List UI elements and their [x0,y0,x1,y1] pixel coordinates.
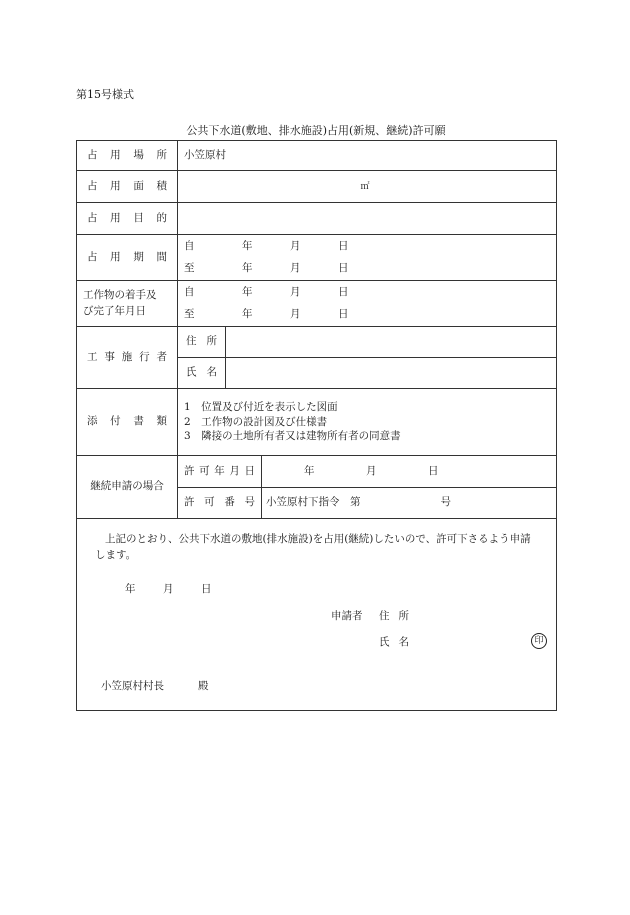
addressee [95,679,538,710]
row-contractor-address [77,327,557,358]
statement-block [77,519,557,711]
value-place[interactable]: 小笠原村 [178,141,557,171]
label-contractor: 工 事 施 行 者 [77,327,178,389]
permit-number-prefix: 小笠原村下指令 第 [266,496,361,509]
construction-from[interactable]: 自 年 月 日 [178,281,557,304]
addressee-suffix: 殿 [198,679,209,692]
label-area: 占 用 面 積 [77,171,178,203]
addressee-name: 小笠原村村長 [101,679,164,692]
row-period-from [77,235,557,258]
attachment-item: 1 位置及び付近を表示した図面 [184,400,338,413]
row-statement [77,519,557,711]
attachment-item: 2 工作物の設計図及び仕様書 [184,415,328,428]
row-attachments [77,389,557,456]
label-contractor-address: 住 所 [178,327,226,358]
period-from[interactable]: 自 年 月 日 [178,235,557,258]
application-form-table [76,140,557,711]
statement-date[interactable]: 年 月 日 [125,582,212,595]
applicant-address-label: 住所 [379,609,418,622]
permit-number-suffix: 号 [440,496,451,509]
applicant-label: 申請者 [331,609,363,622]
label-place: 占 用 場 所 [77,141,178,171]
attachments-list [178,389,557,456]
area-unit: ㎡ [360,181,370,192]
label-period: 占 用 期 間 [77,235,178,281]
period-to[interactable]: 至 年 月 日 [178,258,557,281]
value-contractor-name[interactable] [226,358,557,389]
value-permit-number[interactable] [262,488,557,519]
value-area[interactable] [178,171,557,203]
construction-to[interactable]: 至 年 月 日 [178,304,557,327]
statement-text: 上記のとおり、公共下水道の敷地(排水施設)を占用(継続)したいので、許可下さるよう申請します。 [95,533,531,562]
label-purpose: 占 用 目 的 [77,203,178,235]
label-contractor-name: 氏 名 [178,358,226,389]
applicant-name-label: 氏名 [379,635,418,648]
row-permit-date [77,456,557,488]
document-title: 公共下水道(敷地、排水施設)占用(新規、継続)許可願 [186,124,446,137]
value-permit-date[interactable]: 年 月 日 [262,456,557,488]
value-purpose[interactable] [178,203,557,235]
value-contractor-address[interactable] [226,327,557,358]
applicant-block [95,609,544,679]
row-place [77,141,557,171]
label-continuation: 継続申請の場合 [77,456,178,519]
label-permit-date: 許 可 年 月 日 [178,456,262,488]
row-area [77,171,557,203]
label-construction: 工作物の着手及 び完了年月日 [77,281,178,327]
row-purpose [77,203,557,235]
attachment-item: 3 隣接の土地所有者又は建物所有者の同意書 [184,430,401,443]
seal-mark: 印 [531,633,547,649]
row-construction-from [77,281,557,304]
label-attachments: 添 付 書 類 [77,389,178,456]
label-permit-number: 許 可 番 号 [178,488,262,519]
form-number: 第15号様式 [76,88,134,101]
